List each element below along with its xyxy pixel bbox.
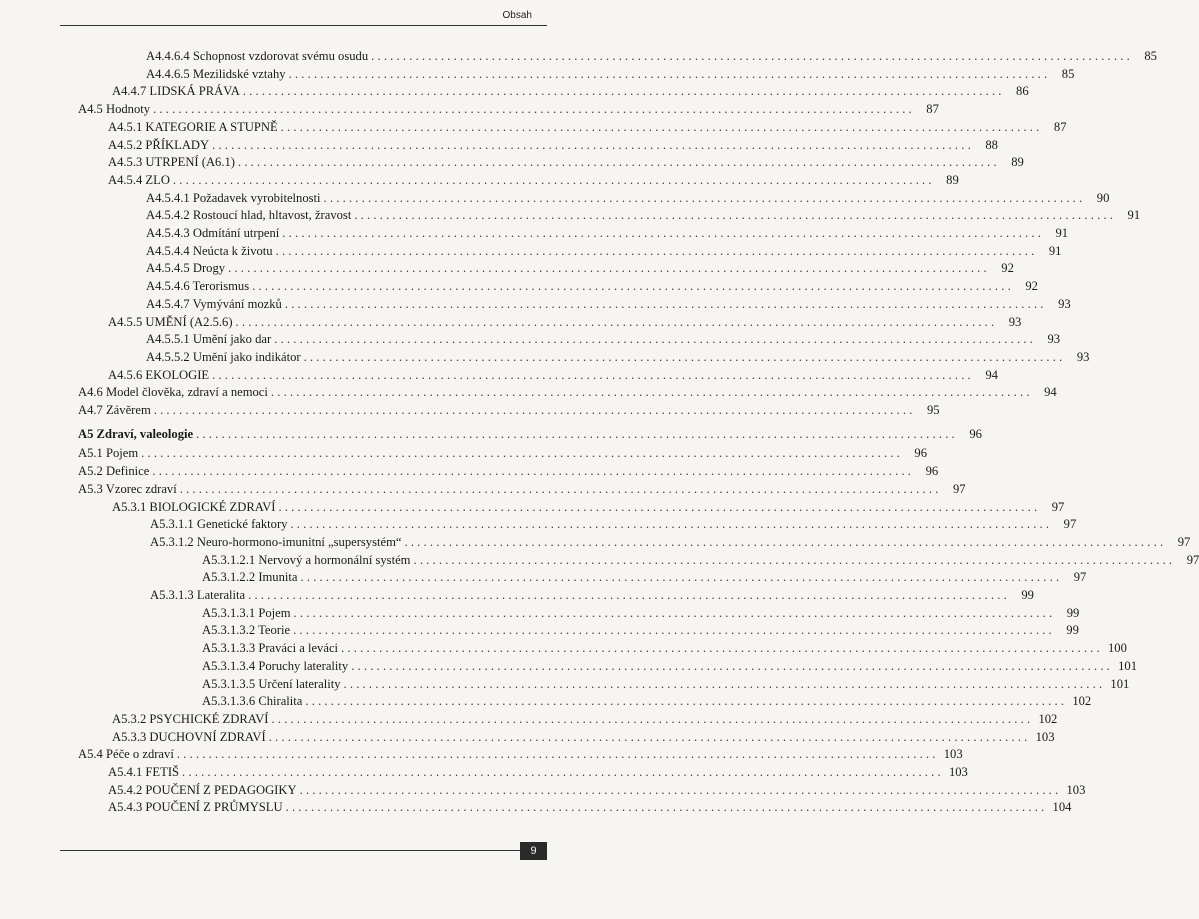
toc-leader-dots: ........................................................................................................................ — [341, 641, 1103, 656]
toc-leader-dots: ........................................................................................................................ — [153, 102, 915, 117]
toc-entry-title: A4.5.1 KATEGORIE A STUPNĚ — [108, 119, 278, 134]
toc-entry-page: 97 — [1063, 517, 1077, 532]
toc-leader-dots: ........................................................................................................................ — [285, 800, 1048, 815]
toc-entry-title: A5.3.1.3.5 Určení laterality — [202, 676, 341, 691]
toc-entry-page: 91 — [1048, 243, 1062, 258]
toc-entry-title: A4.5.5 UMĚNÍ (A2.5.6) — [108, 314, 233, 329]
toc-entry-page: 97 — [1186, 552, 1199, 567]
page-number: 9 — [520, 842, 547, 860]
toc-leader-dots: ........................................................................................................................ — [172, 172, 935, 187]
toc-entry-page: 96 — [969, 426, 982, 441]
toc-entry-page: 89 — [946, 172, 959, 187]
toc-leader-dots: ........................................................................................................................ — [274, 332, 1037, 347]
toc-entry-page: 85 — [1144, 49, 1157, 63]
toc-entry — [78, 461, 939, 479]
toc-entry-page: 97 — [1051, 499, 1065, 514]
toc-entry-title: A4.5.4.2 Rostoucí hlad, hltavost, žravost — [146, 208, 352, 223]
toc-entry-title: A5.3.1.2 Neuro-hormono-imunitní „supersystém“ — [150, 534, 402, 549]
toc-entry — [78, 479, 966, 497]
toc-entry-page: 88 — [985, 137, 998, 152]
toc-entry-page: 97 — [1177, 534, 1191, 549]
toc-entry — [112, 727, 1055, 745]
toc-leader-dots: ........................................................................................................................ — [323, 190, 1086, 205]
toc-entry — [146, 223, 1069, 241]
toc-entry — [108, 170, 959, 188]
toc-entry — [112, 709, 1058, 727]
toc-entry-page: 99 — [1066, 623, 1079, 638]
toc-entry — [150, 585, 1034, 603]
toc-entry — [146, 294, 1071, 312]
toc-leader-dots: ........................................................................................................................ — [182, 765, 944, 779]
toc-entry-title: A4.4.6.5 Mezilidské vztahy — [146, 66, 286, 81]
toc-entry-title: A4.5.3 UTRPENÍ (A6.1) — [108, 155, 235, 170]
toc-entry — [78, 443, 927, 461]
toc-leader-dots: ........................................................................................................................ — [293, 623, 1055, 638]
toc-entry — [202, 620, 1079, 638]
toc-entry-title: A4.5.4 ZLO — [108, 172, 170, 187]
toc-entry — [78, 99, 939, 117]
toc-entry-title: A4.5.2 PŘÍKLADY — [108, 137, 210, 152]
toc-leader-dots: ........................................................................................................................ — [303, 349, 1066, 364]
toc-leader-dots: ........................................................................................................................ — [371, 49, 1133, 63]
toc-leader-dots: ........................................................................................................................ — [351, 658, 1114, 673]
toc-entry-page: 97 — [952, 481, 966, 496]
toc-entry-title: A4.5.4.6 Terorismus — [146, 279, 250, 294]
toc-entry — [202, 674, 1130, 692]
toc-entry-page: 94 — [985, 367, 998, 382]
toc-entry — [78, 382, 1057, 400]
toc-leader-dots: ........................................................................................................................ — [268, 729, 1031, 744]
toc-leader-dots: ........................................................................................................................ — [404, 534, 1167, 549]
toc-entry-title: A4.5.6 EKOLOGIE — [108, 367, 210, 382]
toc-leader-dots: ........................................................................................................................ — [152, 464, 915, 479]
toc-entry-page: 96 — [925, 464, 939, 479]
toc-leader-dots: ........................................................................................................................ — [282, 226, 1045, 240]
toc-entry — [150, 532, 1191, 550]
toc-entry-page: 100 — [1107, 641, 1127, 656]
toc-leader-dots: ........................................................................................................................ — [196, 426, 958, 441]
toc-entry — [146, 64, 1075, 82]
toc-entry — [108, 152, 1024, 170]
footer-rule — [60, 850, 520, 851]
toc-entry-page: 93 — [1008, 314, 1022, 329]
toc-entry-title: A5.2 Definice — [78, 464, 150, 479]
toc-leader-dots: ........................................................................................................................ — [290, 517, 1053, 532]
toc-entry-title: A4.5.4.5 Drogy — [146, 261, 226, 276]
toc-entry — [146, 276, 1038, 294]
toc-entry-title: A4.6 Model člověka, zdraví a nemoci — [78, 385, 268, 400]
toc-entry-page: 103 — [1066, 782, 1086, 797]
toc-entry-page: 93 — [1058, 296, 1071, 311]
toc-leader-dots: ........................................................................................................................ — [235, 314, 998, 329]
toc-leader-dots: ........................................................................................................................ — [212, 137, 974, 152]
toc-entry — [78, 400, 940, 418]
toc-leader-dots: ........................................................................................................................ — [305, 694, 1068, 709]
toc-entry — [202, 691, 1092, 709]
toc-entry — [146, 241, 1062, 259]
toc-leader-dots: ........................................................................................................................ — [343, 676, 1106, 691]
toc-entry-page: 102 — [1072, 694, 1092, 709]
toc-entry-title: A5.3.2 PSYCHICKÉ ZDRAVÍ — [112, 711, 269, 726]
toc-entry-title: A4.5 Hodnoty — [78, 102, 151, 117]
toc-leader-dots: ........................................................................................................................ — [288, 66, 1051, 81]
toc-entry-page: 101 — [1118, 658, 1138, 673]
toc-entry — [112, 497, 1065, 515]
toc-entry-page: 92 — [1001, 261, 1014, 276]
toc-entry-title: A5.3.3 DUCHOVNÍ ZDRAVÍ — [112, 729, 266, 744]
toc-entry-title: A4.5.5.1 Umění jako dar — [146, 332, 272, 347]
toc-entry-title: A5.3.1.3.6 Chiralita — [202, 694, 303, 709]
toc-entry-page: 103 — [943, 747, 963, 762]
toc-leader-dots: ........................................................................................................................ — [252, 279, 1014, 294]
toc-entry — [146, 188, 1110, 206]
toc-entry — [146, 46, 1157, 64]
toc-leader-dots: ........................................................................................................................ — [153, 403, 916, 417]
toc-leader-dots: ........................................................................................................................ — [284, 296, 1047, 311]
toc-entry-title: A4.4.6.4 Schopnost vzdorovat svému osudu — [146, 49, 369, 63]
toc-leader-dots: ........................................................................................................................ — [271, 711, 1034, 726]
header-rule — [60, 25, 547, 26]
toc-entry-page: 104 — [1052, 800, 1072, 815]
toc-entry-page: 94 — [1044, 385, 1057, 400]
toc-entry-title: A4.7 Závěrem — [78, 403, 151, 417]
toc-entry-title: A5.4.3 POUČENÍ Z PRŮMYSLU — [108, 800, 283, 815]
toc-entry — [108, 117, 1067, 135]
toc-entry-page: 99 — [1066, 605, 1080, 620]
toc-entry — [202, 603, 1080, 621]
toc-entry-title: A5.4.1 FETIŠ — [108, 765, 180, 779]
toc-leader-dots: ........................................................................................................................ — [270, 385, 1033, 400]
toc-entry — [108, 312, 1022, 330]
toc-entry-title: A5.3.1.2.1 Nervový a hormonální systém — [202, 552, 411, 567]
toc-entry-title: A5.3.1.3.2 Teorie — [202, 623, 291, 638]
toc-entry-title: A5.3.1.3.1 Pojem — [202, 605, 291, 620]
toc-leader-dots: ........................................................................................................................ — [248, 588, 1010, 602]
toc-leader-dots: ........................................................................................................................ — [141, 446, 903, 461]
toc-entry-title: A4.5.4.7 Vymývání mozků — [146, 296, 282, 311]
toc-entry — [108, 135, 998, 153]
toc-leader-dots: ........................................................................................................................ — [299, 782, 1062, 797]
toc-entry-title: A5.3.1.3 Lateralita — [150, 588, 246, 602]
toc-entry-title: A4.5.5.2 Umění jako indikátor — [146, 349, 301, 364]
toc-entry — [202, 638, 1127, 656]
toc-entry-title: A5.1 Pojem — [78, 446, 139, 461]
toc-entry-title: A5.3.1.3.3 Praváci a leváci — [202, 641, 339, 656]
toc-entry-title: A4.4.7 LIDSKÁ PRÁVA — [112, 84, 240, 99]
toc-entry-page: 101 — [1110, 676, 1130, 691]
toc-entry-page: 93 — [1076, 349, 1090, 364]
toc-entry-page: 85 — [1061, 66, 1075, 81]
toc-entry-page: 93 — [1047, 332, 1061, 347]
toc-entry — [146, 329, 1061, 347]
toc-leader-dots: ........................................................................................................................ — [237, 155, 1000, 170]
toc-entry-page: 99 — [1021, 588, 1034, 602]
toc-entry-title: A5.4 Péče o zdraví — [78, 747, 174, 762]
toc-entry-page: 92 — [1025, 279, 1038, 294]
toc-entry — [202, 656, 1138, 674]
toc-entry — [146, 347, 1090, 365]
toc-entry — [108, 797, 1072, 815]
toc-entry-title: A4.5.4.1 Požadavek vyrobitelnosti — [146, 190, 321, 205]
toc-entry-title: A4.5.4.4 Neúcta k životu — [146, 243, 273, 258]
toc-entry — [108, 762, 968, 780]
toc-entry-page: 91 — [1055, 226, 1069, 240]
toc-entry — [146, 258, 1014, 276]
toc-leader-dots: ........................................................................................................................ — [280, 119, 1043, 134]
toc-leader-dots: ........................................................................................................................ — [228, 261, 990, 276]
toc-entry — [202, 567, 1087, 585]
toc-entry — [108, 365, 998, 383]
toc-leader-dots: ........................................................................................................................ — [354, 208, 1117, 223]
toc-entry-title: A5.3.1.3.4 Poruchy laterality — [202, 658, 349, 673]
toc-leader-dots: ........................................................................................................................ — [176, 747, 939, 762]
toc-entry-title: A5.3.1.1 Genetické faktory — [150, 517, 288, 532]
toc-entry — [78, 744, 963, 762]
toc-entry-title: A5.3 Vzorec zdraví — [78, 481, 177, 496]
toc-leader-dots: ........................................................................................................................ — [212, 367, 974, 382]
toc-entry-page: 91 — [1127, 208, 1141, 223]
toc-entry-page: 96 — [914, 446, 927, 461]
toc-entry-title: A5.3.1.2.2 Imunita — [202, 570, 298, 585]
toc-entry-page: 87 — [1053, 119, 1067, 134]
toc-leader-dots: ........................................................................................................................ — [300, 570, 1063, 585]
toc-leader-dots: ........................................................................................................................ — [293, 605, 1056, 620]
toc-entry-page: 90 — [1096, 190, 1110, 205]
toc-leader-dots: ........................................................................................................................ — [242, 84, 1005, 99]
toc-entry — [146, 205, 1141, 223]
toc-leader-dots: ........................................................................................................................ — [179, 481, 942, 496]
toc-entry — [112, 81, 1029, 99]
toc-entry-page: 103 — [1035, 729, 1055, 744]
toc-entry — [150, 514, 1077, 532]
toc-entry-page: 86 — [1016, 84, 1029, 99]
toc-entry-title: A5.3.1 BIOLOGICKÉ ZDRAVÍ — [112, 499, 276, 514]
toc-entry-page: 103 — [948, 765, 968, 779]
toc-entry-title: A5.4.2 POUČENÍ Z PEDAGOGIKY — [108, 782, 297, 797]
toc-entry-page: 102 — [1038, 711, 1058, 726]
toc-entry-title: A4.5.4.3 Odmítání utrpení — [146, 226, 280, 240]
toc-leader-dots: ........................................................................................................................ — [275, 243, 1038, 258]
running-header: Obsah — [502, 10, 532, 21]
toc-entry-page: 95 — [926, 403, 940, 417]
toc-entry-page: 87 — [926, 102, 939, 117]
toc-entry-page: 97 — [1073, 570, 1087, 585]
toc-entry-title: A5 Zdraví, valeologie — [78, 426, 194, 441]
toc-entry — [78, 424, 982, 442]
toc-entry-page: 89 — [1011, 155, 1024, 170]
toc-leader-dots: ........................................................................................................................ — [278, 499, 1041, 514]
toc-leader-dots: ........................................................................................................................ — [413, 552, 1176, 567]
toc-entry — [202, 550, 1199, 568]
toc-entry — [108, 780, 1086, 798]
